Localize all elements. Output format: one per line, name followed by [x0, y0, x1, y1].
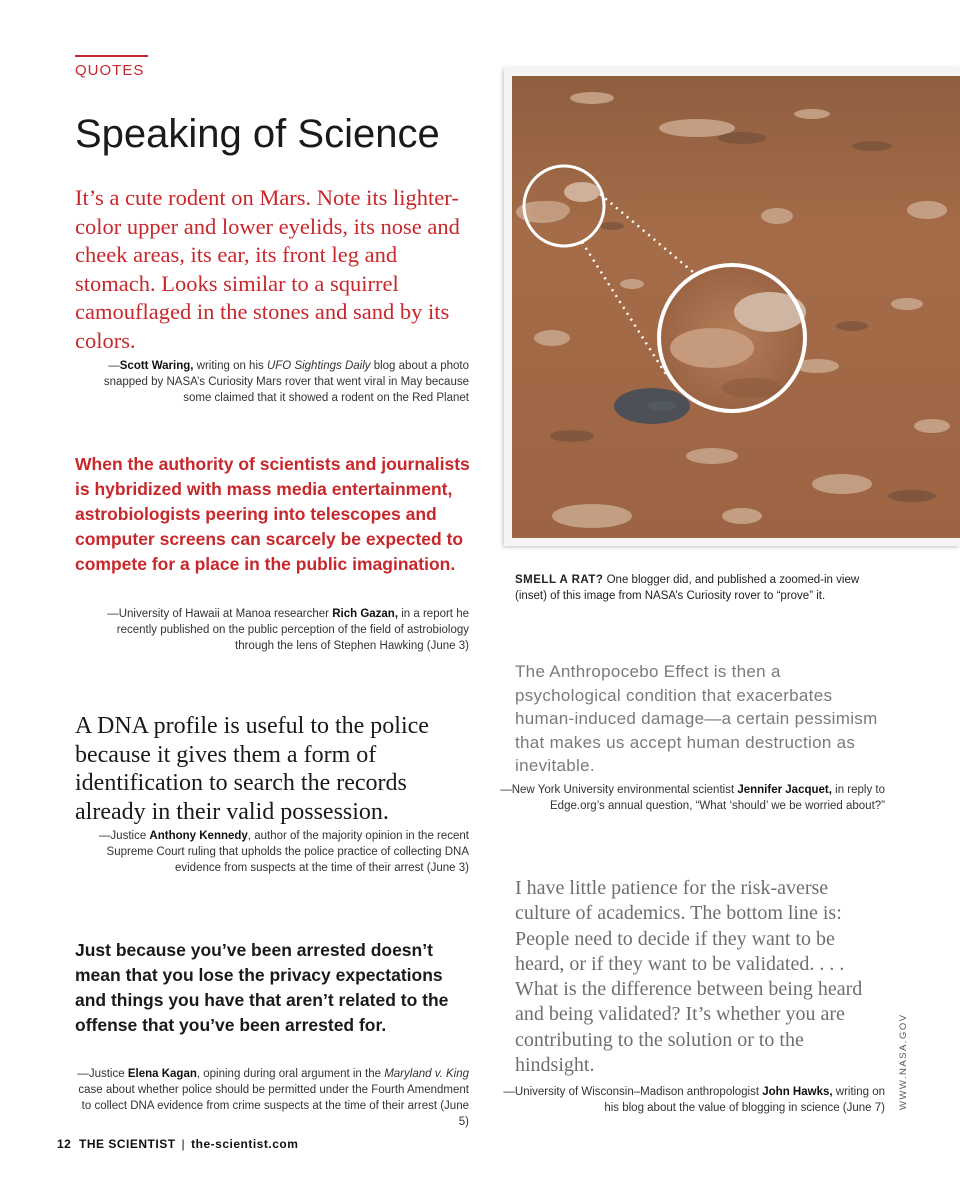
quote-rodent-on-mars: It’s a cute rodent on Mars. Note its lighter-color upper and lower eyelids, its nose and cheek areas, its ear, its front leg and stomach. Looks similar to a squirrel camouflaged in the stones and sand by its colors.: [75, 185, 460, 353]
photo-caption: SMELL A RAT? One blogger did, and published a zoomed-in view (inset) of this image from NASA’s Curiosity rover to “prove” it.: [515, 574, 860, 602]
quote-attribution: —University of Hawaii at Manoa researcher Rich Gazan, in a report he recently published on the public perception of the field of astrobiology through the lens of Stephen Hawking (June 3): [107, 608, 469, 652]
quote-attribution: —University of Wisconsin–Madison anthropologist John Hawks, writing on his blog about the value of blogging in science (June 7): [503, 1086, 885, 1114]
section-label: QUOTES: [75, 62, 145, 79]
attribution-name: Jennifer Jacquet,: [737, 784, 832, 796]
attribution-name: Rich Gazan,: [332, 608, 399, 620]
page-title: Speaking of Science: [75, 112, 440, 156]
magazine-name: THE SCIENTIST: [79, 1137, 176, 1151]
quote-astrobiology: When the authority of scientists and journalists is hybridized with mass media entertainment, astrobiologists peering into telescopes and computer screens can scarcely be expected to compete for a place in the public imagination.: [75, 454, 470, 574]
quote-anthropocebo-effect: The Anthropocebo Effect is then a psychological condition that exacerbates human-induced damage—a certain pessimism that makes us accept human destruction as inevitable.: [515, 662, 878, 775]
footer-separator: |: [181, 1137, 186, 1151]
mars-rover-photo: [512, 76, 960, 538]
mars-terrain-illustration: [512, 76, 960, 538]
quote-risk-averse-culture: I have little patience for the risk-averse culture of academics. The bottom line is: People need to decide if they want to be heard, or if they want to be validated. . . . What is the difference between being heard and being validated? It’s whether you are contributing to the solution or to the hindsight.: [515, 877, 863, 1077]
quote-attribution: —Justice Anthony Kennedy, author of the majority opinion in the recent Supreme Court ruling that upholds the police practice of collecting DNA evidence from suspects at the time of their arrest (June 3): [98, 830, 469, 874]
attribution-name: Scott Waring,: [119, 360, 194, 372]
quote-attribution: —New York University environmental scientist Jennifer Jacquet, in reply to Edge.org’s annual question, “What ‘should’ we be worried about?”: [500, 784, 885, 812]
caption-lead: SMELL A RAT?: [515, 574, 604, 586]
attribution-name: Anthony Kennedy: [149, 830, 248, 842]
page-footer: [57, 1137, 298, 1151]
magazine-url: the-scientist.com: [191, 1137, 299, 1151]
quote-privacy-expectations: Just because you’ve been arrested doesn’t mean that you lose the privacy expectations and things you have that aren’t related to the offense that you’ve been arrested for.: [75, 940, 449, 1035]
quote-attribution: —Scott Waring, writing on his UFO Sightings Daily blog about a photo snapped by NASA’s Curiosity Mars rover that went viral in May because some claimed that it showed a rodent on the Red Planet: [103, 360, 469, 404]
attribution-name: John Hawks,: [762, 1086, 833, 1098]
quote-dna-profile: A DNA profile is useful to the police because it gives them a form of identification to search the records already in their valid possession.: [75, 713, 429, 825]
attribution-name: Elena Kagan: [127, 1068, 197, 1080]
quote-attribution: —Justice Elena Kagan, opining during oral argument in the Maryland v. King case about whether police should be permitted under the Fourth Amendment to collect DNA evidence from crime suspects at the time of their arrest (June 5): [77, 1068, 469, 1128]
page-number: 12: [57, 1137, 72, 1151]
section-rule: [75, 55, 148, 57]
